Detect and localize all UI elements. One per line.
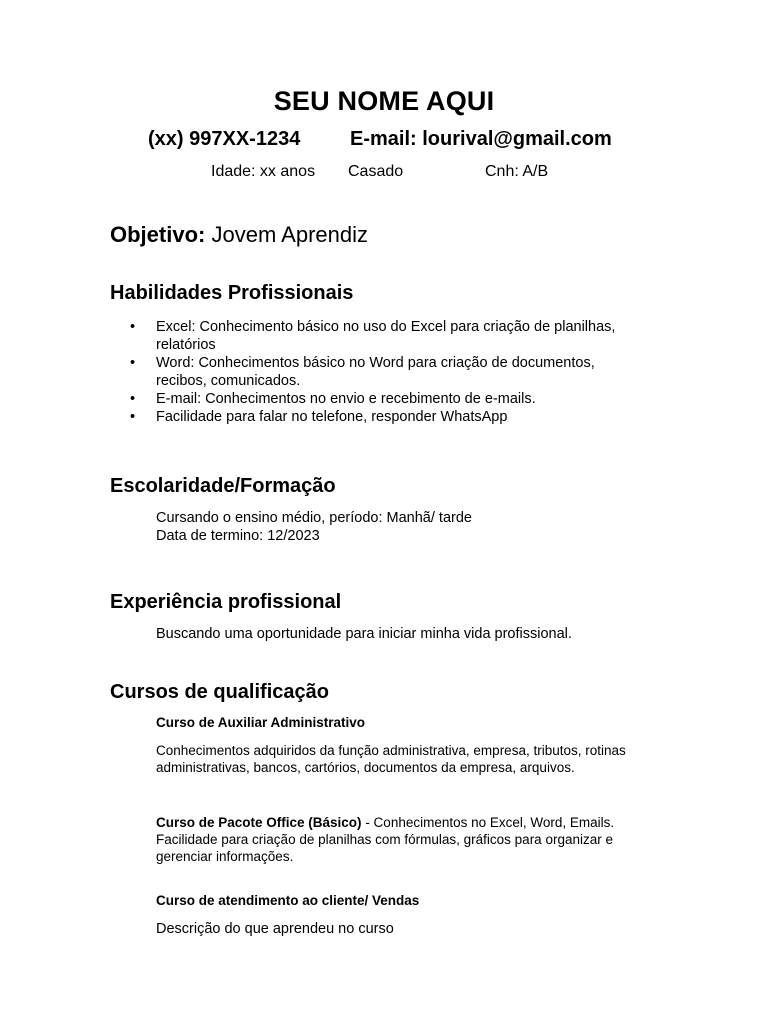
course-desc-line: gerenciar informações. [156, 849, 294, 864]
course-desc-line: Facilidade para criação de planilhas com fórmulas, gráficos para organizar e [156, 832, 613, 847]
skill-line: relatórios [156, 337, 216, 353]
age-info: Idade: xx anos [211, 163, 316, 180]
course-title: Curso de Auxiliar Administrativo [156, 715, 366, 730]
list-item [130, 318, 690, 354]
skills-list [130, 318, 690, 426]
skill-line: Facilidade para falar no telefone, responder WhatsApp [156, 409, 508, 425]
driver-license: Cnh: A/B [485, 163, 549, 180]
skill-line: Excel: Conhecimento básico no uso do Excel para criação de planilhas, [156, 319, 616, 335]
education-heading: Escolaridade/Formação [110, 475, 336, 497]
course-desc-line: administrativas, bancos, cartórios, documentos da empresa, arquivos. [156, 760, 575, 775]
course-description [156, 742, 676, 776]
email-address: E-mail: lourival@gmail.com [350, 128, 612, 150]
objective-line [110, 222, 368, 248]
marital-status: Casado [348, 163, 404, 180]
skill-line: recibos, comunicados. [156, 373, 301, 389]
course-desc-line [156, 814, 676, 831]
bullet-icon: • [130, 355, 136, 371]
candidate-name: SEU NOME AQUI [273, 86, 495, 116]
experience-text: Buscando uma oportunidade para iniciar minha vida profissional. [156, 626, 572, 642]
course-description: Descrição do que aprendeu no curso [156, 921, 394, 937]
course-title: Curso de Pacote Office (Básico) [156, 815, 362, 830]
education-line: Data de termino: 12/2023 [156, 528, 320, 544]
course-title: Curso de atendimento ao cliente/ Vendas [156, 893, 420, 908]
list-item [130, 390, 690, 408]
skill-line: E-mail: Conhecimentos no envio e recebimento de e-mails. [156, 391, 536, 407]
courses-heading: Cursos de qualificação [110, 681, 329, 703]
course-desc-line: Conhecimentos adquiridos da função administrativa, empresa, tributos, rotinas [156, 743, 626, 758]
education-line: Cursando o ensino médio, período: Manhã/ tarde [156, 510, 472, 526]
course-description [156, 814, 676, 865]
list-item [130, 354, 690, 390]
course-inline-desc: - Conhecimentos no Excel, Word, Emails. [361, 815, 615, 830]
bullet-icon: • [130, 409, 136, 425]
bullet-icon: • [130, 319, 136, 335]
objective-value: Jovem Aprendiz [211, 222, 368, 247]
phone-number: (xx) 997XX-1234 [148, 128, 301, 150]
objective-label: Objetivo: [110, 222, 206, 247]
bullet-icon: • [130, 391, 136, 407]
skill-line: Word: Conhecimentos básico no Word para criação de documentos, [156, 355, 595, 371]
list-item [130, 408, 690, 426]
experience-heading: Experiência profissional [110, 591, 342, 613]
skills-heading: Habilidades Profissionais [110, 282, 354, 304]
